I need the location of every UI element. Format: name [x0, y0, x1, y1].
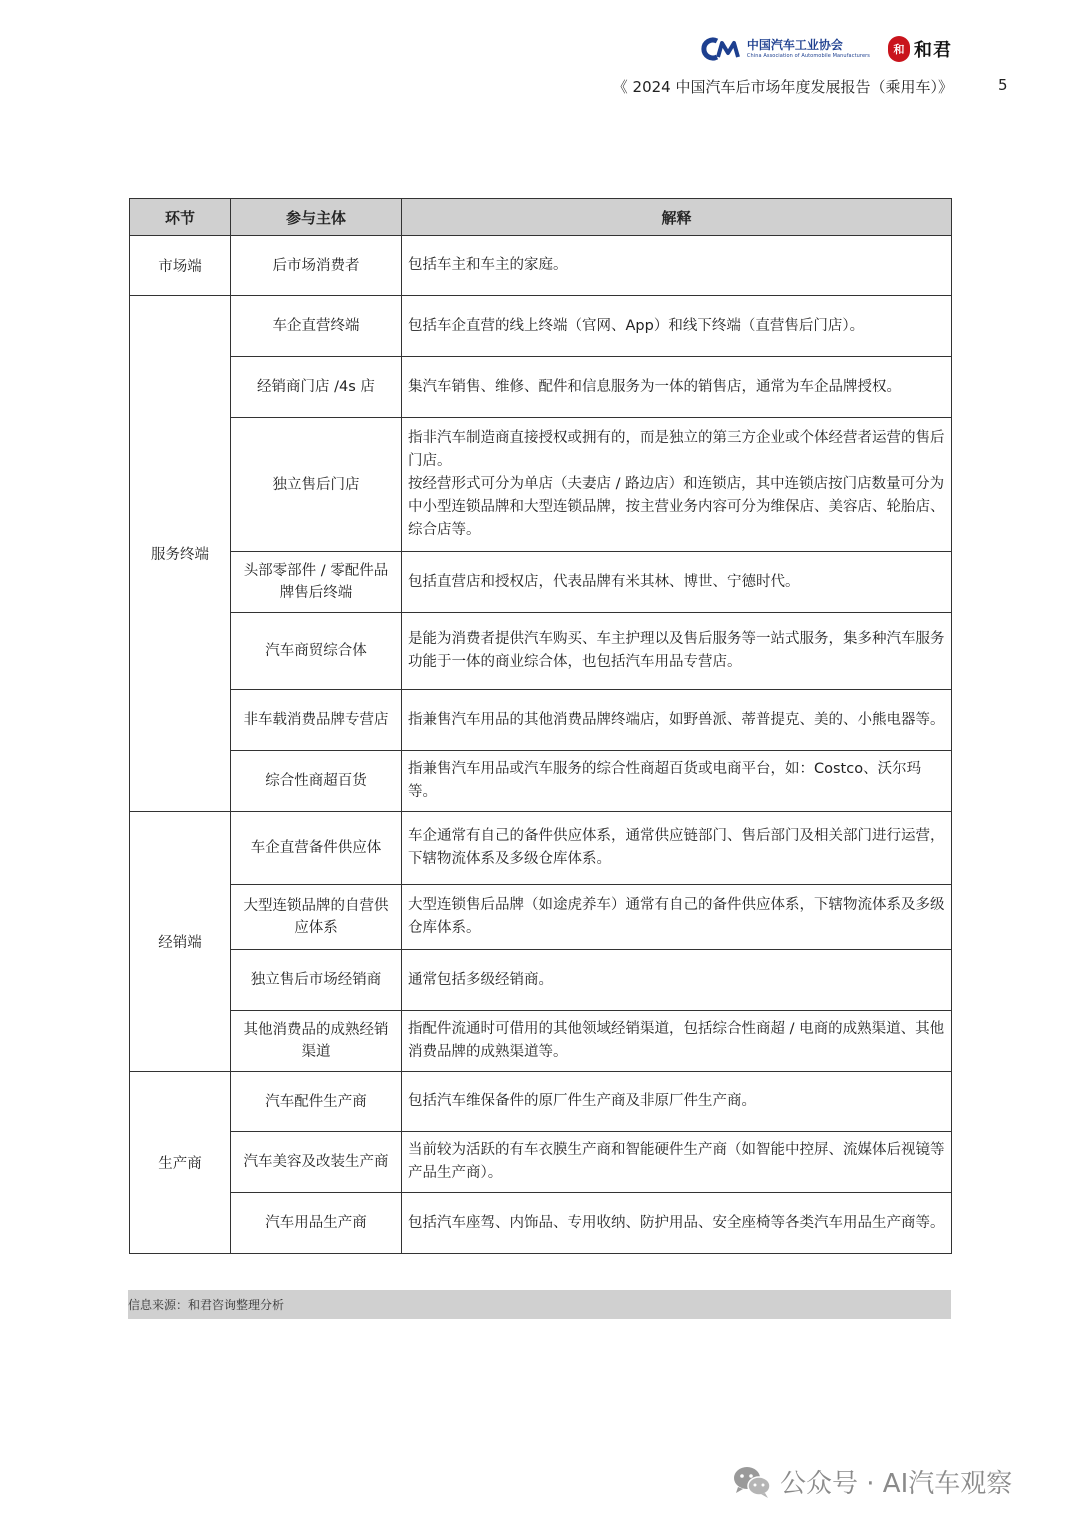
segment-cell: 服务终端 [130, 296, 231, 812]
explanation-cell [402, 236, 952, 296]
explanation-cell [402, 950, 952, 1011]
participant-cell: 头部零部件 / 零配件品牌售后终端 [231, 552, 402, 613]
table-row [130, 552, 952, 613]
caam-logo [701, 37, 870, 61]
table-row [130, 296, 952, 357]
participant-cell: 汽车用品生产商 [231, 1193, 402, 1254]
explanation-cell [402, 751, 952, 812]
header-logos [701, 36, 952, 62]
table-row [130, 1011, 952, 1072]
explanation-cell [402, 812, 952, 885]
explanation-cell [402, 357, 952, 418]
explanation-text: 指兼售汽车用品或汽车服务的综合性商超百货或电商平台，如：Costco、沃尔玛等。 [408, 761, 922, 800]
segment-cell: 经销端 [130, 812, 231, 1072]
segment-cell: 市场端 [130, 236, 231, 296]
explanation-text: 大型连锁售后品牌（如途虎养车）通常有自己的备件供应体系，下辖物流体系及多级仓库体系。 [408, 897, 945, 936]
explanation-text: 当前较为活跃的有车衣膜生产商和智能硬件生产商（如智能中控屏、流媒体后视镜等产品生产商）。 [408, 1142, 945, 1181]
explanation-text: 车企通常有自己的备件供应体系，通常供应链部门、售后部门及相关部门进行运营，下辖物流体系及多级仓库体系。 [408, 828, 945, 867]
explanation-text: 指配件流通时可借用的其他领域经销渠道，包括综合性商超 / 电商的成熟渠道、其他消费品牌的成熟渠道等。 [408, 1021, 945, 1060]
table-row [130, 950, 952, 1011]
explanation-text: 包括车企直营的线上终端（官网、App）和线下终端（直营售后门店）。 [408, 317, 865, 334]
participant-cell: 独立售后市场经销商 [231, 950, 402, 1011]
hejun-logo [888, 36, 952, 62]
header-segment: 环节 [130, 199, 231, 236]
explanation-text: 包括直营店和授权店，代表品牌有米其林、博世、宁德时代。 [408, 573, 800, 590]
explanation-cell [402, 1193, 952, 1254]
hejun-logo-text: 和君 [914, 40, 952, 61]
explanation-text: 按经营形式可分为单店（夫妻店 / 路边店）和连锁店，其中连锁店按门店数量可分为中小型连锁品牌和大型连锁品牌，按主营业务内容可分为维保店、美容店、轮胎店、综合店等。 [408, 476, 945, 538]
participant-cell: 汽车商贸综合体 [231, 613, 402, 690]
explanation-cell [402, 885, 952, 950]
explanation-text: 指兼售汽车用品的其他消费品牌终端店，如野兽派、蒂普提克、美的、小熊电器等。 [408, 711, 945, 728]
source-bar [128, 1290, 951, 1319]
table-row [130, 236, 952, 296]
participant-cell: 车企直营备件供应体 [231, 812, 402, 885]
table-row [130, 1072, 952, 1132]
watermark [732, 1463, 1012, 1500]
explanation-cell [402, 1072, 952, 1132]
participants-table [129, 198, 952, 1254]
participant-cell: 经销商门店 /4s 店 [231, 357, 402, 418]
explanation-text: 是能为消费者提供汽车购买、车主护理以及售后服务等一站式服务，集多种汽车服务功能于一体的商业综合体，也包括汽车用品专营店。 [408, 631, 945, 670]
caam-logo-cn: 中国汽车工业协会 [746, 38, 843, 52]
explanation-text: 包括汽车座驾、内饰品、专用收纳、防护用品、安全座椅等各类汽车用品生产商等。 [408, 1214, 945, 1231]
table-row [130, 1193, 952, 1254]
watermark-text: 公众号 · AI汽车观察 [780, 1469, 1013, 1499]
explanation-cell [402, 1011, 952, 1072]
explanation-text: 包括车主和车主的家庭。 [408, 257, 568, 273]
participant-cell: 大型连锁品牌的自营供应体系 [231, 885, 402, 950]
header-explanation: 解释 [402, 199, 952, 236]
explanation-cell [402, 552, 952, 613]
table-row [130, 357, 952, 418]
header-participant: 参与主体 [231, 199, 402, 236]
participant-cell: 综合性商超百货 [231, 751, 402, 812]
participant-cell: 车企直营终端 [231, 296, 402, 357]
table-row [130, 751, 952, 812]
segment-cell: 生产商 [130, 1072, 231, 1254]
table-row [130, 690, 952, 751]
table-header-row [130, 199, 952, 236]
explanation-cell [402, 296, 952, 357]
explanation-text: 通常包括多级经销商。 [408, 971, 553, 988]
participant-cell: 汽车配件生产商 [231, 1072, 402, 1132]
explanation-cell [402, 418, 952, 552]
participant-cell: 汽车美容及改装生产商 [231, 1132, 402, 1193]
hejun-seal-icon: 和 [888, 36, 910, 62]
participant-cell: 后市场消费者 [231, 236, 402, 296]
table-row [130, 418, 952, 552]
participant-cell: 非车载消费品牌专营店 [231, 690, 402, 751]
explanation-text: 集汽车销售、维修、配件和信息服务为一体的销售店，通常为车企品牌授权。 [408, 378, 901, 395]
explanation-cell [402, 613, 952, 690]
caam-logo-icon [701, 37, 741, 61]
source-text: 信息来源：和君咨询整理分析 [128, 1298, 285, 1312]
table-row [130, 1132, 952, 1193]
explanation-text: 包括汽车维保备件的原厂件生产商及非原厂件生产商。 [408, 1093, 756, 1109]
table-row [130, 613, 952, 690]
participant-cell: 其他消费品的成熟经销渠道 [231, 1011, 402, 1072]
explanation-cell [402, 690, 952, 751]
explanation-text: 指非汽车制造商直接授权或拥有的，而是独立的第三方企业或个体经营者运营的售后门店。 [408, 430, 945, 469]
participant-cell: 独立售后门店 [231, 418, 402, 552]
table-row [130, 812, 952, 885]
report-title: 《 2024 中国汽车后市场年度发展报告（乘用车）》 [612, 78, 953, 96]
explanation-cell [402, 1132, 952, 1193]
caam-logo-en: China Association of Automobile Manufacturers [746, 53, 870, 59]
table-row [130, 885, 952, 950]
wechat-icon [732, 1465, 772, 1499]
page-number: 5 [998, 76, 1008, 94]
